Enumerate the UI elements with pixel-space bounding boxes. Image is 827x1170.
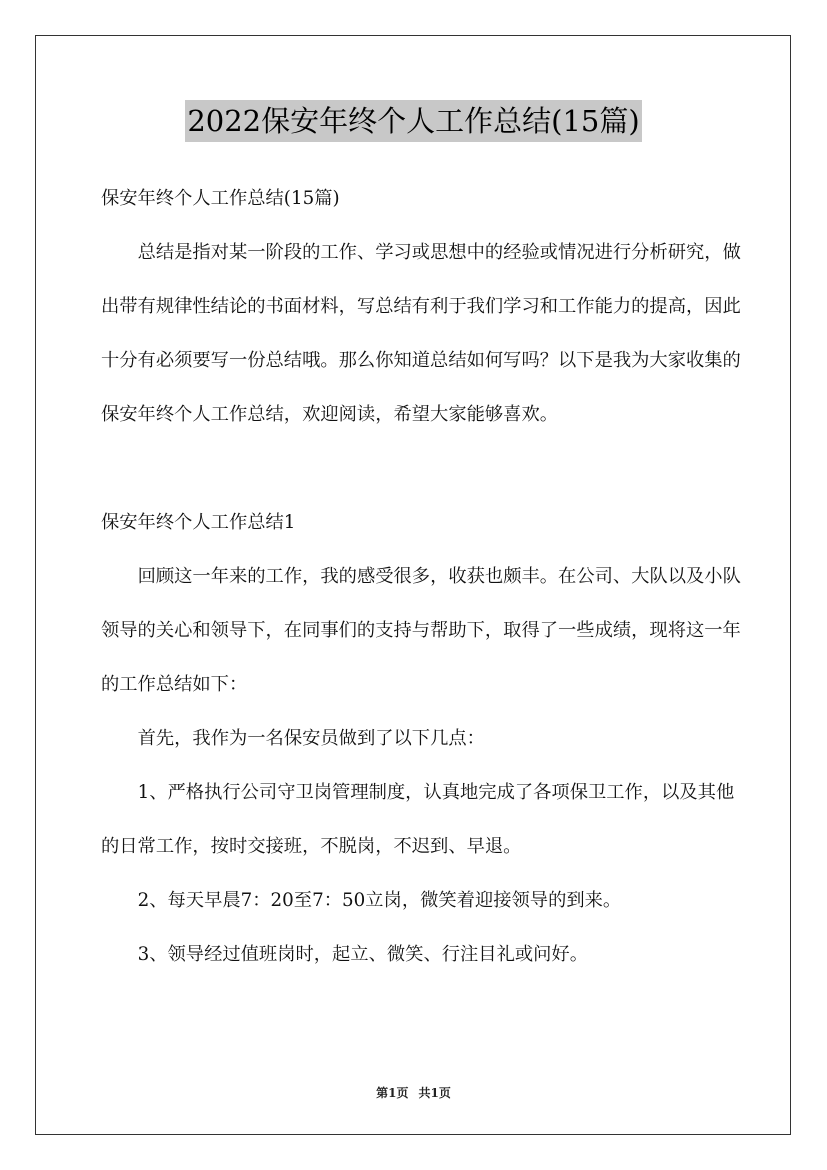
body-paragraph: 3、领导经过值班岗时，起立、微笑、行注目礼或问好。 bbox=[137, 944, 588, 965]
title-container bbox=[0, 100, 827, 142]
body-paragraph: 1、严格执行公司守卫岗管理制度，认真地完成了各项保卫工作，以及其他的日常工作，按时交接班，不脱岗，不迟到、早退。 bbox=[101, 782, 735, 857]
body-paragraph: 首先，我作为一名保安员做到了以下几点： bbox=[137, 728, 485, 749]
subtitle: 保安年终个人工作总结(15篇) bbox=[101, 188, 340, 209]
page-total: 共1页 bbox=[418, 1086, 451, 1100]
page-footer bbox=[0, 1084, 827, 1101]
body-paragraph: 2、每天早晨7：20至7：50立岗，微笑着迎接领导的到来。 bbox=[137, 890, 622, 911]
section-heading: 保安年终个人工作总结1 bbox=[101, 512, 296, 533]
intro-paragraph: 总结是指对某一阶段的工作、学习或思想中的经验或情况进行分析研究，做出带有规律性结论的书面材料，写总结有利于我们学习和工作能力的提高，因此十分有必须要写一份总结哦。那么你知道总结如何写吗？以下是我为大家收集的保安年终个人工作总结，欢迎阅读，希望大家能够喜欢。 bbox=[101, 242, 741, 425]
body-paragraph: 回顾这一年来的工作，我的感受很多，收获也颇丰。在公司、大队以及小队领导的关心和领导下，在同事们的支持与帮助下，取得了一些成绩，现将这一年的工作总结如下： bbox=[101, 566, 741, 695]
document-body bbox=[101, 172, 745, 982]
page-number: 第1页 bbox=[376, 1086, 409, 1100]
spacer bbox=[101, 442, 745, 496]
document-title: 2022保安年终个人工作总结(15篇) bbox=[185, 100, 641, 142]
